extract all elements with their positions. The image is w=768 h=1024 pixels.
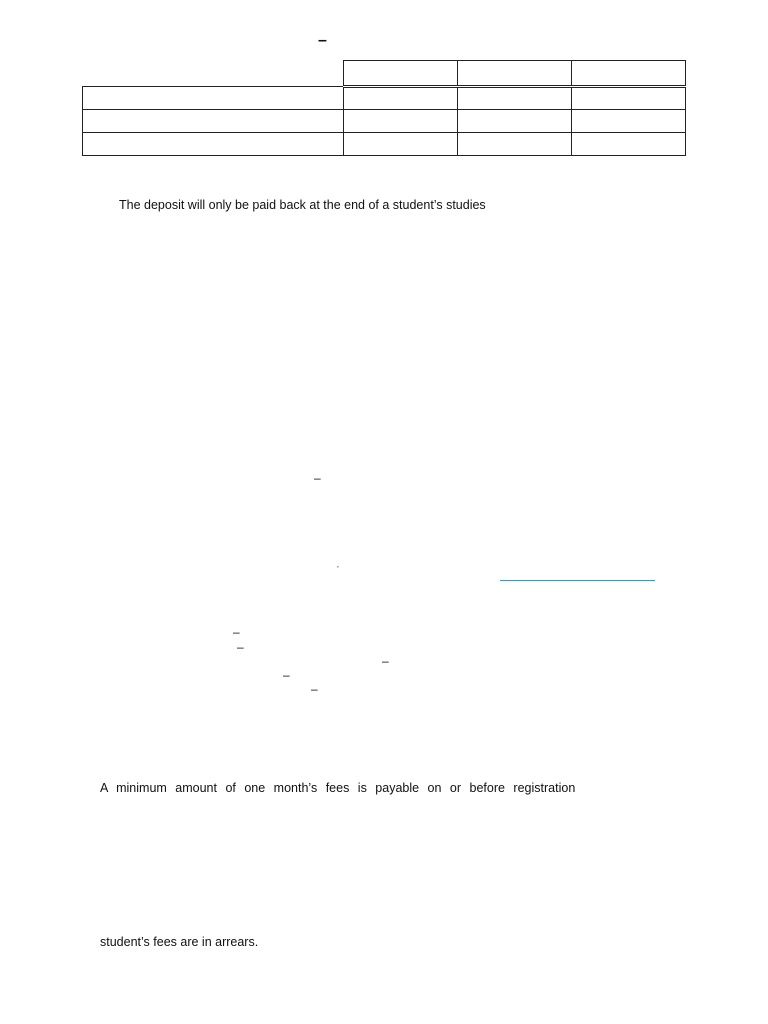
- fee-table-label-cell: [83, 110, 344, 133]
- fee-table-cell: [344, 87, 458, 110]
- fee-table-label-cell: [83, 87, 344, 110]
- fee-table-cell: [458, 110, 572, 133]
- fee-table-cell: [572, 110, 686, 133]
- fee-table-header-cell: [344, 61, 458, 87]
- fee-table-header-blank: [83, 61, 344, 87]
- fee-table-cell: [344, 133, 458, 156]
- stray-dash: –: [233, 625, 240, 639]
- hyperlink-underline[interactable]: [500, 580, 655, 581]
- fee-table-cell: [572, 87, 686, 110]
- stray-dash: –: [382, 654, 389, 668]
- stray-dash: –: [311, 682, 318, 696]
- fee-table-header-cell: [572, 61, 686, 87]
- fee-table-row: [83, 110, 686, 133]
- fee-table-cell: [572, 133, 686, 156]
- fee-table-cell: [458, 133, 572, 156]
- fee-table-header-row: [83, 61, 686, 87]
- fee-table-label-cell: [83, 133, 344, 156]
- stray-dash: –: [237, 640, 244, 654]
- deposit-note: The deposit will only be paid back at the end of a student’s studies: [119, 198, 486, 212]
- fee-table-row: [83, 133, 686, 156]
- title-dash: –: [318, 32, 327, 49]
- fee-table-row: [83, 87, 686, 110]
- stray-dash: –: [314, 471, 321, 485]
- stray-dash: –: [283, 668, 290, 682]
- fee-table-cell: [458, 87, 572, 110]
- fee-table: [82, 60, 686, 156]
- payment-paragraph: A minimum amount of one month’s fees is payable on or before registration: [100, 781, 576, 795]
- fee-table-header-cell: [458, 61, 572, 87]
- arrears-line: student’s fees are in arrears.: [100, 935, 259, 949]
- stray-comma: ’: [337, 565, 339, 574]
- fee-table-cell: [344, 110, 458, 133]
